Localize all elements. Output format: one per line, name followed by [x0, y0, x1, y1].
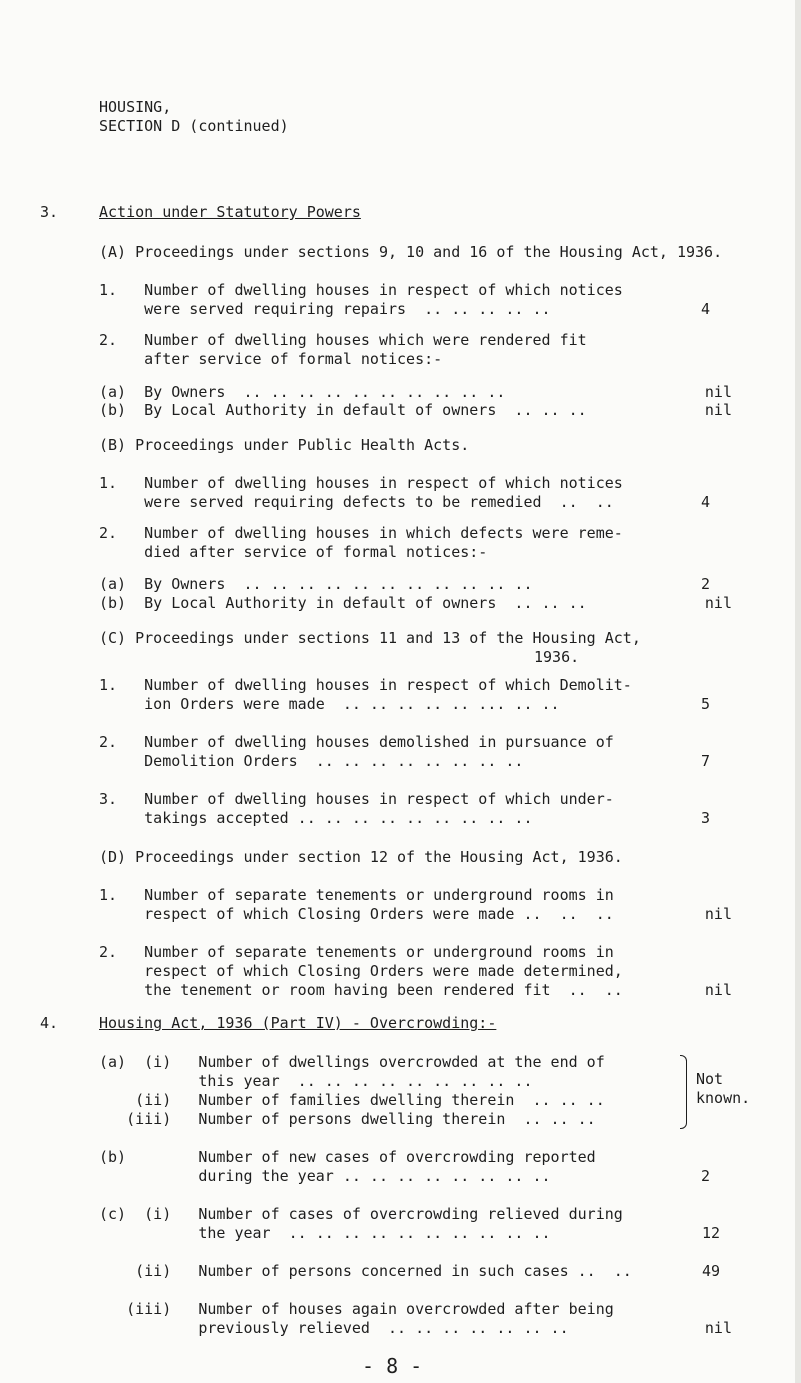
- part-c-item-2-value: 7: [700, 752, 710, 770]
- overcrowding-c-iii-value: nil: [704, 1319, 732, 1337]
- page-edge-shadow: [795, 0, 801, 1383]
- section-3-number: 3.: [40, 203, 59, 221]
- part-a-item-1-line-2: were served requiring repairs .. .. .. .. ..: [99, 300, 551, 318]
- part-b-owners-value: 2: [700, 575, 710, 593]
- overcrowding-b-value: 2: [700, 1167, 710, 1185]
- overcrowding-a-i-line-1: (a) (i) Number of dwellings overcrowded at the end of: [99, 1053, 605, 1071]
- section-4-title: Housing Act, 1936 (Part IV) - Overcrowding:-: [99, 1014, 497, 1032]
- part-c-item-3-value: 3: [700, 809, 710, 827]
- part-a-item-2-line-1: 2. Number of dwelling houses which were rendered fit: [99, 331, 587, 349]
- overcrowding-c-i-line-2: the year .. .. .. .. .. .. .. .. .. ..: [99, 1224, 551, 1242]
- part-b-owners: (a) By Owners .. .. .. .. .. .. .. .. .. .. ..: [99, 575, 533, 593]
- part-a-item-1-line-1: 1. Number of dwelling houses in respect of which notices: [99, 281, 623, 299]
- part-b-local-authority-value: nil: [704, 594, 732, 612]
- overcrowding-c-ii: (ii) Number of persons concerned in such cases .. ..: [99, 1262, 632, 1280]
- part-c-item-1-line-1: 1. Number of dwelling houses in respect of which Demolit-: [99, 676, 632, 694]
- part-b-item-2-line-1: 2. Number of dwelling houses in which defects were reme-: [99, 524, 623, 542]
- part-b-item-2-line-2: died after service of formal notices:-: [99, 543, 488, 561]
- not-known-line-2: known.: [696, 1089, 751, 1107]
- part-b-item-1-line-1: 1. Number of dwelling houses in respect of which notices: [99, 474, 623, 492]
- part-d-item-1-value: nil: [704, 905, 732, 923]
- part-c-item-3-line-2: takings accepted .. .. .. .. .. .. .. .. ..: [99, 809, 533, 827]
- section-3-title: Action under Statutory Powers: [99, 203, 361, 221]
- part-c-item-3-line-1: 3. Number of dwelling houses in respect of which under-: [99, 790, 614, 808]
- part-d-item-2-line-1: 2. Number of separate tenements or underground rooms in: [99, 943, 614, 961]
- overcrowding-c-iii-line-2: previously relieved .. .. .. .. .. .. ..: [99, 1319, 569, 1337]
- part-d-item-2-value: nil: [704, 981, 732, 999]
- part-b-item-1-line-2: were served requiring defects to be remedied .. ..: [99, 493, 614, 511]
- overcrowding-a-ii: (ii) Number of families dwelling therein .. .. ..: [99, 1091, 605, 1109]
- part-c-item-1-line-2: ion Orders were made .. .. .. .. .. ... .. ..: [99, 695, 560, 713]
- page-number: - 8 -: [362, 1354, 423, 1378]
- part-b-local-authority: (b) By Local Authority in default of owners .. .. ..: [99, 594, 587, 612]
- overcrowding-a-iii: (iii) Number of persons dwelling therein .. .. ..: [99, 1110, 596, 1128]
- overcrowding-b-line-1: (b) Number of new cases of overcrowding reported: [99, 1148, 596, 1166]
- header-line-2: SECTION D (continued): [99, 117, 289, 135]
- overcrowding-c-i-value: 12: [701, 1224, 720, 1242]
- overcrowding-c-i-line-1: (c) (i) Number of cases of overcrowding relieved during: [99, 1205, 623, 1223]
- part-c-item-1-value: 5: [700, 695, 710, 713]
- not-known-line-1: Not: [696, 1070, 724, 1088]
- part-d-heading: (D) Proceedings under section 12 of the Housing Act, 1936.: [99, 848, 623, 866]
- overcrowding-c-ii-value: 49: [701, 1262, 720, 1280]
- part-a-item-2-line-2: after service of formal notices:-: [99, 350, 443, 368]
- part-b-item-1-value: 4: [700, 493, 710, 511]
- part-d-item-1-line-2: respect of which Closing Orders were made .. .. ..: [99, 905, 614, 923]
- overcrowding-c-iii-line-1: (iii) Number of houses again overcrowded after being: [99, 1300, 614, 1318]
- part-c-item-2-line-1: 2. Number of dwelling houses demolished in pursuance of: [99, 733, 614, 751]
- overcrowding-a-i-line-2: this year .. .. .. .. .. .. .. .. ..: [99, 1072, 533, 1090]
- part-a-local-authority: (b) By Local Authority in default of owners .. .. ..: [99, 401, 587, 419]
- part-c-item-2-line-2: Demolition Orders .. .. .. .. .. .. .. ..: [99, 752, 524, 770]
- right-brace: [680, 1055, 687, 1129]
- overcrowding-b-line-2: during the year .. .. .. .. .. .. .. ..: [99, 1167, 551, 1185]
- part-d-item-2-line-3: the tenement or room having been rendered fit .. ..: [99, 981, 623, 999]
- part-a-owners: (a) By Owners .. .. .. .. .. .. .. .. .. ..: [99, 383, 506, 401]
- part-a-heading: (A) Proceedings under sections 9, 10 and 16 of the Housing Act, 1936.: [99, 243, 723, 261]
- part-c-heading: (C) Proceedings under sections 11 and 13 of the Housing Act,: [99, 629, 641, 647]
- header-line-1: HOUSING,: [99, 98, 172, 116]
- part-a-local-authority-value: nil: [704, 401, 732, 419]
- section-4-number: 4.: [40, 1014, 59, 1032]
- part-b-heading: (B) Proceedings under Public Health Acts.: [99, 436, 470, 454]
- part-c-heading-year: 1936.: [534, 648, 580, 666]
- part-d-item-2-line-2: respect of which Closing Orders were made determined,: [99, 962, 623, 980]
- part-a-item-1-value: 4: [700, 300, 710, 318]
- part-a-owners-value: nil: [704, 383, 732, 401]
- part-d-item-1-line-1: 1. Number of separate tenements or underground rooms in: [99, 886, 614, 904]
